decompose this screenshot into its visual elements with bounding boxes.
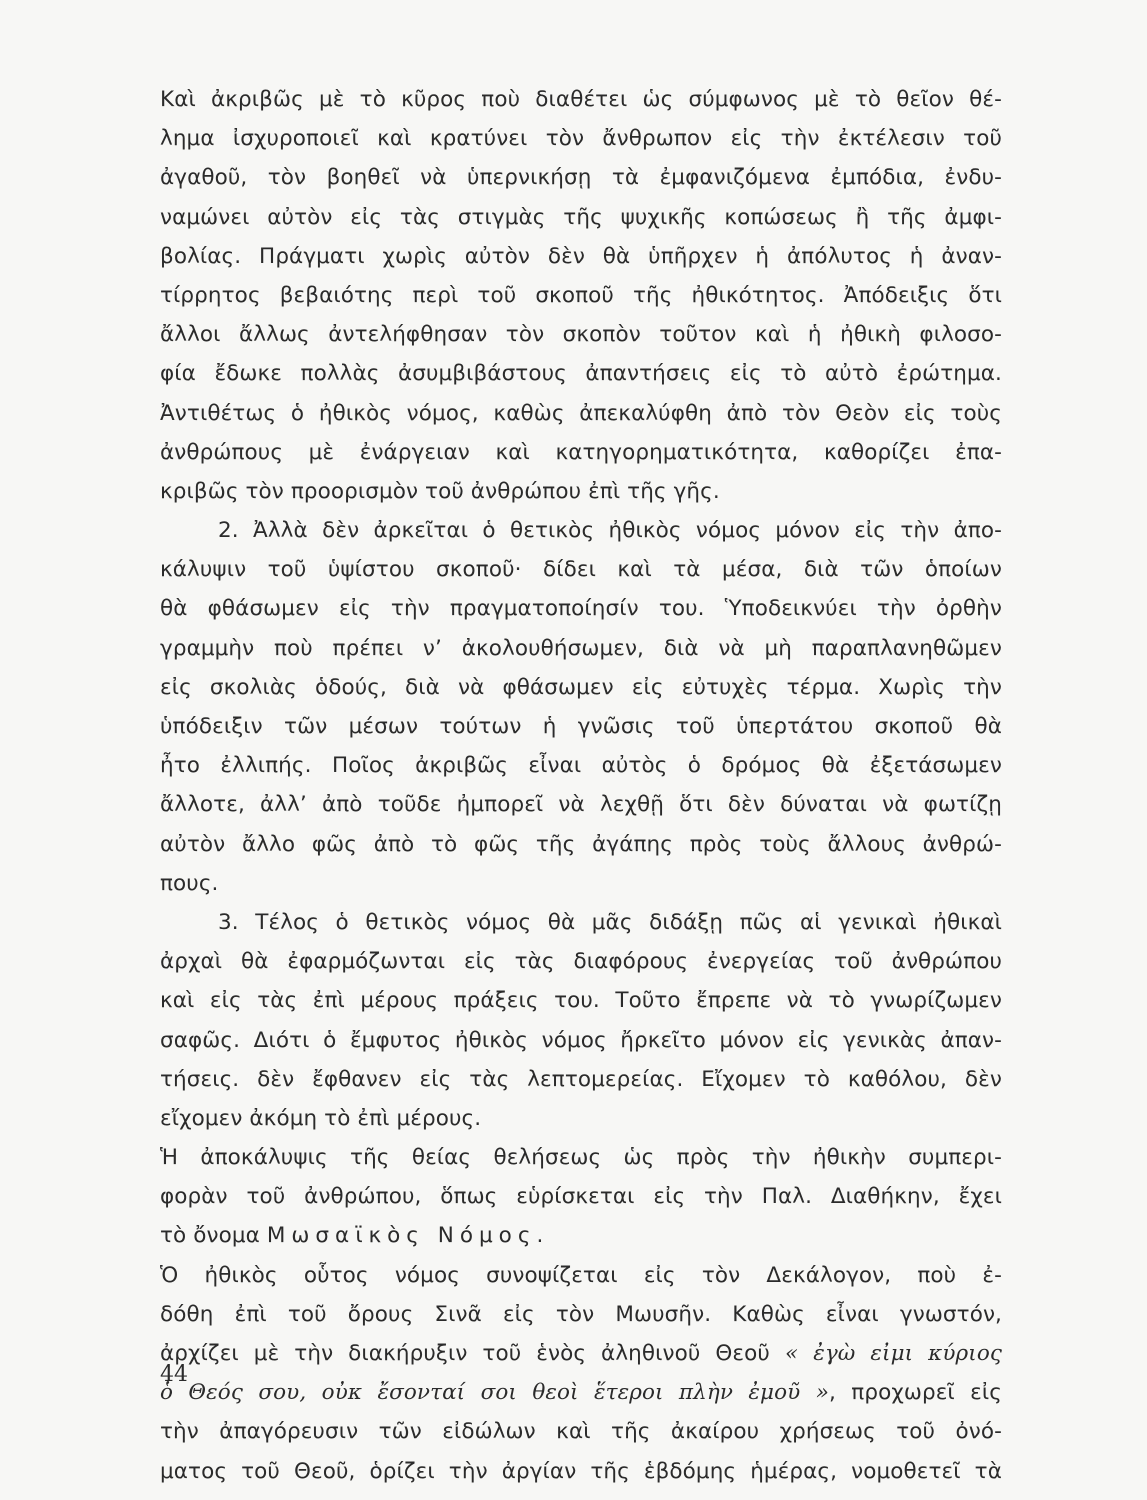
text-line: Καὶ ἀκριβῶς μὲ τὸ κῦρος ποὺ διαθέτει ὡς σύμφωνος μὲ τὸ θεῖον θέ- (160, 87, 1002, 112)
text-line: δόθη ἐπὶ τοῦ ὄρους Σινᾶ εἰς τὸν Μωυσῆν. Καθὼς εἶναι γνωστόν, (160, 1301, 1002, 1327)
text-line (160, 1216, 1002, 1255)
text-line: φία ἔδωκε πολλὰς ἀσυμβιβάστους ἀπαντήσεις εἰς τὸ αὐτὸ ἐρώτημα. (160, 361, 1002, 387)
text-line: ἀνθρώπους μὲ ἐνάργειαν καὶ κατηγορηματικότητα, καθορίζει ἐπα- (160, 439, 1002, 465)
text-segment: τὸ ὄνομα (160, 1223, 260, 1249)
text-line: σαφῶς. Διότι ὁ ἔμφυτος ἠθικὸς νόμος ἤρκεῖτο μόνον εἰς γενικὰς ἀπαν- (160, 1027, 1002, 1053)
text-line: καὶ εἰς τὰς ἐπὶ μέρους πράξεις του. Τοῦτο ἔπρεπε νὰ τὸ γνωρίζωμεν (160, 988, 1002, 1014)
text-line (160, 1334, 1002, 1373)
text-line: ναμώνει αὐτὸν εἰς τὰς στιγμὰς τῆς ψυχικῆς κοπώσεως ἢ τῆς ἀμφι- (160, 204, 1002, 230)
text-line: τὴν ἀπαγόρευσιν τῶν εἰδώλων καὶ τῆς ἀκαίρου χρήσεως τοῦ ὀνό- (160, 1419, 1002, 1445)
text-line: ματος τοῦ Θεοῦ, ὁρίζει τὴν ἀργίαν τῆς ἑβδόμης ἡμέρας, νομοθετεῖ τὰ (160, 1458, 1002, 1484)
quotation: ὁ Θεός σου, οὐκ ἔσονταί σοι θεοὶ ἕτεροι πλὴν ἐμοῦ » (160, 1380, 829, 1406)
page-body-text (160, 80, 1002, 1491)
text-line: βολίας. Πράγματι χωρὶς αὐτὸν δὲν θὰ ὑπῆρχεν ἡ ἀπόλυτος ἡ ἀναν- (160, 243, 1002, 269)
text-line: κριβῶς τὸν προορισμὸν τοῦ ἀνθρώπου ἐπὶ τῆς γῆς. (160, 478, 720, 504)
text-line (160, 1373, 1002, 1412)
text-line: εἰς σκολιὰς ὁδούς, διὰ νὰ φθάσωμεν εἰς εὐτυχὲς τέρμα. Χωρὶς τὴν (160, 674, 1002, 700)
text-line: κάλυψιν τοῦ ὑψίστου σκοποῦ· δίδει καὶ τὰ μέσα, διὰ τῶν ὁποίων (160, 557, 1002, 583)
text-line: Ἡ ἀποκάλυψις τῆς θείας θελήσεως ὡς πρὸς τὴν ἠθικὴν συμπερι- (160, 1145, 1002, 1171)
text-line: τίρρητος βεβαιότης περὶ τοῦ σκοποῦ τῆς ἠθικότητος. Ἀπόδειξις ὅτι (160, 282, 1002, 308)
text-line: ἄλλοτε, ἀλλ’ ἀπὸ τοῦδε ἠμπορεῖ νὰ λεχθῇ ὅτι δὲν δύναται νὰ φωτίζῃ (160, 792, 1002, 818)
text-line: τήσεις. δὲν ἔφθανεν εἰς τὰς λεπτομερείας. Εἴχομεν τὸ καθόλου, δὲν (160, 1066, 1002, 1092)
text-segment: ἀρχίζει μὲ τὴν διακήρυξιν τοῦ ἑνὸς ἀληθινοῦ Θεοῦ (160, 1341, 770, 1366)
page-number: 44 (160, 1362, 188, 1387)
text-line: πους. (160, 870, 219, 896)
text-line: φορὰν τοῦ ἀνθρώπου, ὅπως εὑρίσκεται εἰς τὴν Παλ. Διαθήκην, ἔχει (160, 1184, 1002, 1210)
text-line: 3. Τέλος ὁ θετικὸς νόμος θὰ μᾶς διδάξῃ πῶς αἱ γενικαὶ ἠθικαὶ (218, 909, 1002, 935)
text-line: ἀρχαὶ θὰ ἐφαρμόζωνται εἰς τὰς διαφόρους ἐνεργείας τοῦ ἀνθρώπου (160, 949, 1002, 975)
text-line: γραμμὴν ποὺ πρέπει ν’ ἀκολουθήσωμεν, διὰ νὰ μὴ παραπλανηθῶμεν (160, 635, 1002, 661)
text-line: Ὁ ἠθικὸς οὗτος νόμος συνοψίζεται εἰς τὸν Δεκάλογον, ποὺ ἐ- (160, 1262, 1002, 1288)
text-segment: , προχωρεῖ εἰς (828, 1380, 1002, 1406)
quotation: « ἐγὼ εἰμι κύριος (784, 1341, 1003, 1366)
text-line: ἦτο ἐλλιπής. Ποῖος ἀκριβῶς εἶναι αὐτὸς ὁ δρόμος θὰ ἐξετάσωμεν (160, 753, 1002, 779)
text-line: θὰ φθάσωμεν εἰς τὴν πραγματοποίησίν του. Ὑποδεικνύει τὴν ὀρθὴν (160, 596, 1002, 622)
spaced-term: Μωσαϊκὸς Νόμος (266, 1223, 537, 1249)
text-line: ὑπόδειξιν τῶν μέσων τούτων ἡ γνῶσις τοῦ ὑπερτάτου σκοποῦ θὰ (160, 714, 1002, 739)
text-segment: . (536, 1223, 544, 1249)
text-line: ἄλλοι ἄλλως ἀντελήφθησαν τὸν σκοπὸν τοῦτον καὶ ἡ ἠθικὴ φιλοσο- (160, 322, 1002, 348)
text-line: λημα ἰσχυροποιεῖ καὶ κρατύνει τὸν ἄνθρωπον εἰς τὴν ἐκτέλεσιν τοῦ (160, 126, 1002, 152)
text-line: αὐτὸν ἄλλο φῶς ἀπὸ τὸ φῶς τῆς ἀγάπης πρὸς τοὺς ἄλλους ἀνθρώ- (160, 831, 1002, 857)
text-line: Ἀντιθέτως ὁ ἠθικὸς νόμος, καθὼς ἀπεκαλύφθη ἀπὸ τὸν Θεὸν εἰς τοὺς (160, 400, 1002, 426)
text-line: ἀγαθοῦ, τὸν βοηθεῖ νὰ ὑπερνικήσῃ τὰ ἐμφανιζόμενα ἐμπόδια, ἐνδυ- (160, 165, 1002, 191)
text-line: 2. Ἀλλὰ δὲν ἀρκεῖται ὁ θετικὸς ἠθικὸς νόμος μόνον εἰς τὴν ἀπο- (218, 518, 1002, 544)
text-line: εἴχομεν ἀκόμη τὸ ἐπὶ μέρους. (160, 1105, 482, 1131)
